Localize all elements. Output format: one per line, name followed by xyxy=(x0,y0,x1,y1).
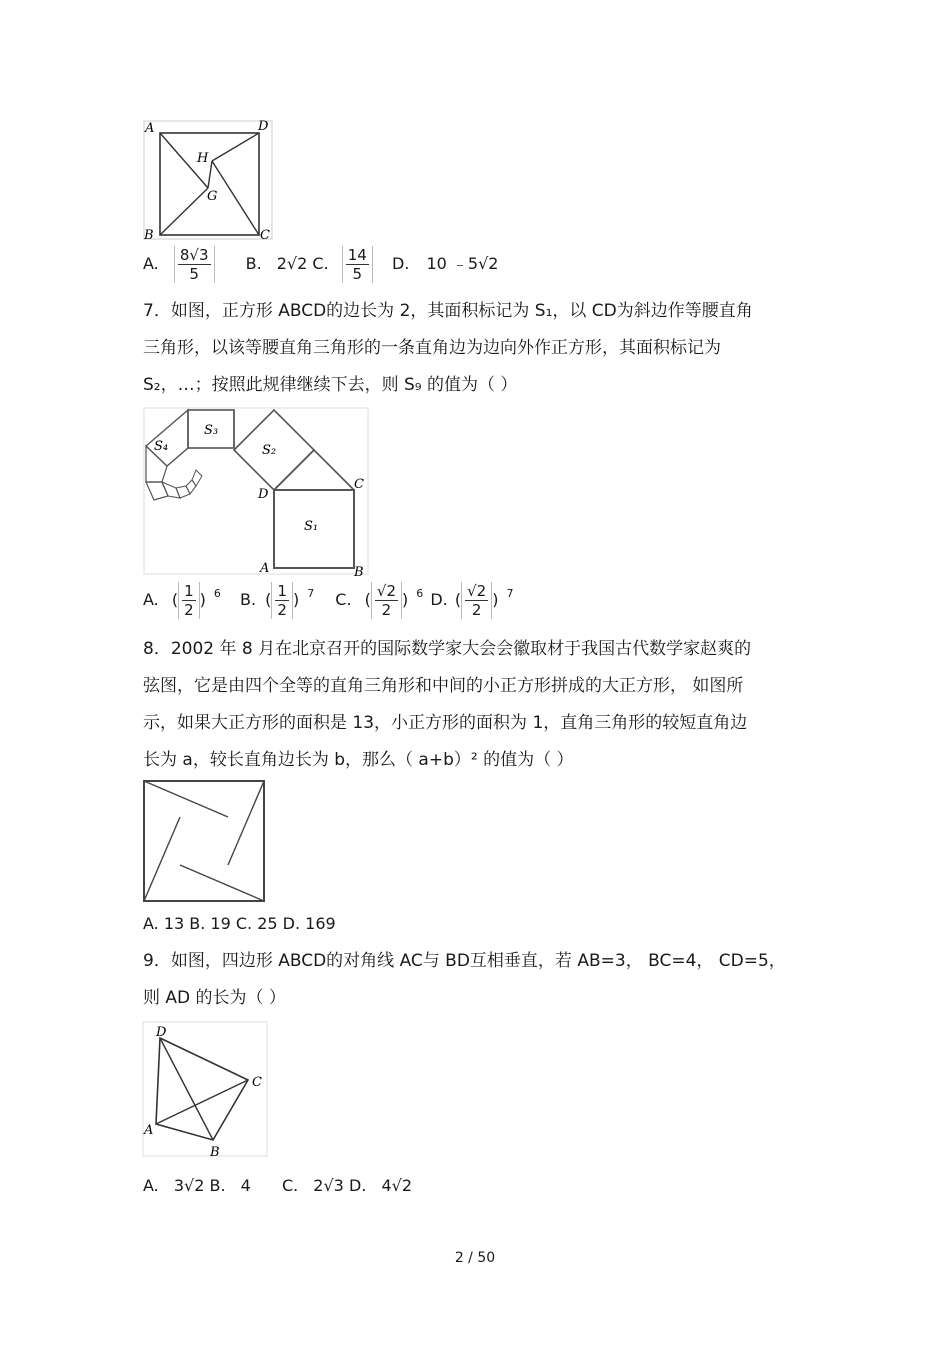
q7-label-s2: S₂ xyxy=(262,443,277,458)
q7-option-c-exp: 6 xyxy=(416,587,424,600)
q7-option-b-den: 2 xyxy=(277,601,287,619)
q9-option-d-value: 4√2 xyxy=(381,1176,413,1195)
q6-options xyxy=(143,246,498,288)
q9-option-c-value: 2√3 xyxy=(313,1176,344,1195)
q7-option-c-den: 2 xyxy=(381,601,392,619)
q7-options: A. ( $\frac{1}{2}$ ) $^6$ B. ( $\frac{1}{2}$ ) $^7$ C. ( $\frac{√2}{2}$ ) $^6$ D. ( $\frac{√2}{2}$ ) $^7$ xyxy=(143,582,514,619)
q7-label-d: D xyxy=(258,487,269,502)
q7-label-s3: S₃ xyxy=(204,423,219,438)
q9-options xyxy=(143,1175,412,1197)
q8-line-2: 弦图，它是由四个全等的直角三角形和中间的小正方形拼成的大正方形， 如图所 xyxy=(143,676,744,696)
q6-label-a: A xyxy=(145,121,155,136)
q7-label-a: A xyxy=(260,561,270,576)
q7-option-c-label: C. xyxy=(335,590,352,609)
q6-label-b: B xyxy=(144,228,154,242)
page-number: 2 / 50 xyxy=(454,1250,496,1266)
q6-figure xyxy=(140,118,276,242)
q7-option-b-fraction xyxy=(271,582,293,619)
q8-options: A. 13 B. 19 C. 25 D. 169 xyxy=(143,914,336,933)
q7-option-c-num: √2 xyxy=(376,582,396,600)
q7-option-d-num: √2 xyxy=(467,582,487,600)
q6-option-c-num: 14 xyxy=(347,246,367,264)
q9-figure xyxy=(140,1020,270,1160)
q6-label-d: D xyxy=(258,119,269,134)
q6-option-a-fraction xyxy=(174,246,215,283)
q6-option-d-value: 10 ﹣5√2 xyxy=(426,254,499,273)
q6-option-c-fraction xyxy=(342,246,373,283)
q7-option-b-num: 1 xyxy=(277,582,287,600)
q8-line-1: 8．2002 年 8 月在北京召开的国际数学家大会会徽取材于我国古代数学家赵爽的 xyxy=(143,639,752,659)
q6-label-g: G xyxy=(207,189,218,204)
q8-line-3: 示，如果大正方形的面积是 13，小正方形的面积为 1，直角三角形的较短直角边 xyxy=(143,713,748,733)
q7-option-c-fraction xyxy=(371,582,402,619)
q9-option-a-label: A. xyxy=(143,1176,159,1195)
q9-option-d-label: D. xyxy=(348,1176,367,1195)
q6-label-c: C xyxy=(260,228,270,242)
q7-option-a-den: 2 xyxy=(184,601,194,619)
q7-line-2: 三角形，以该等腰直角三角形的一条直角边为边向外作正方形，其面积标记为 xyxy=(143,338,721,358)
q7-label-s4: S₄ xyxy=(154,439,169,454)
q7-line-1: 7．如图，正方形 ABCD的边长为 2，其面积标记为 S₁，以 CD为斜边作等腰直角 xyxy=(143,301,753,321)
q7-line-3: S₂，…；按照此规律继续下去，则 S₉ 的值为（ ） xyxy=(143,375,518,395)
q6-option-a-den: 5 xyxy=(189,265,199,283)
q6-option-a-label: A. xyxy=(143,254,159,273)
q6-option-c-den: 5 xyxy=(352,265,363,283)
q7-option-a-num: 1 xyxy=(184,582,194,600)
q9-label-b: B xyxy=(210,1145,220,1160)
q9-label-a: A xyxy=(144,1123,154,1138)
q6-option-b-value: 2√2 xyxy=(276,254,308,273)
q7-option-b-label: B. xyxy=(239,590,257,609)
q6-option-b-label: B. xyxy=(245,254,262,273)
q7-label-c: C xyxy=(354,477,364,492)
q7-option-a-label: A. xyxy=(143,590,159,609)
q7-label-s1: S₁ xyxy=(304,519,319,534)
q9-option-b-value: 4 xyxy=(240,1176,251,1195)
q9-option-c-label: C. xyxy=(281,1176,299,1195)
q7-option-d-den: 2 xyxy=(471,601,482,619)
q6-option-d-label: D. xyxy=(391,254,410,273)
q9-label-c: C xyxy=(252,1075,262,1090)
q7-option-a-exp: 6 xyxy=(213,587,221,600)
q9-line-1: 9．如图，四边形 ABCD的对角线 AC与 BD互相垂直，若 AB=3， BC=4， CD=5， xyxy=(143,951,786,971)
q7-option-b-exp: 7 xyxy=(307,587,315,600)
q7-option-d-label: D. xyxy=(430,590,448,609)
q9-label-d: D xyxy=(156,1025,167,1040)
q7-label-b: B xyxy=(354,565,364,578)
q7-figure xyxy=(140,406,372,578)
q7-option-a-fraction xyxy=(178,582,200,619)
q7-option-d-fraction xyxy=(461,582,492,619)
q9-line-2: 则 AD 的长为（ ） xyxy=(143,988,286,1008)
q9-option-b-label: B. xyxy=(209,1176,226,1195)
q8-line-4: 长为 a，较长直角边长为 b，那么（ a+b）² 的值为（ ） xyxy=(143,750,574,770)
q8-figure xyxy=(141,778,267,904)
q6-option-c-label: C. xyxy=(312,254,329,273)
q7-option-d-exp: 7 xyxy=(506,587,514,600)
q6-label-h: H xyxy=(197,151,209,166)
q6-option-a-num: 8√3 xyxy=(179,246,209,264)
q9-option-a-value: 3√2 xyxy=(173,1176,205,1195)
